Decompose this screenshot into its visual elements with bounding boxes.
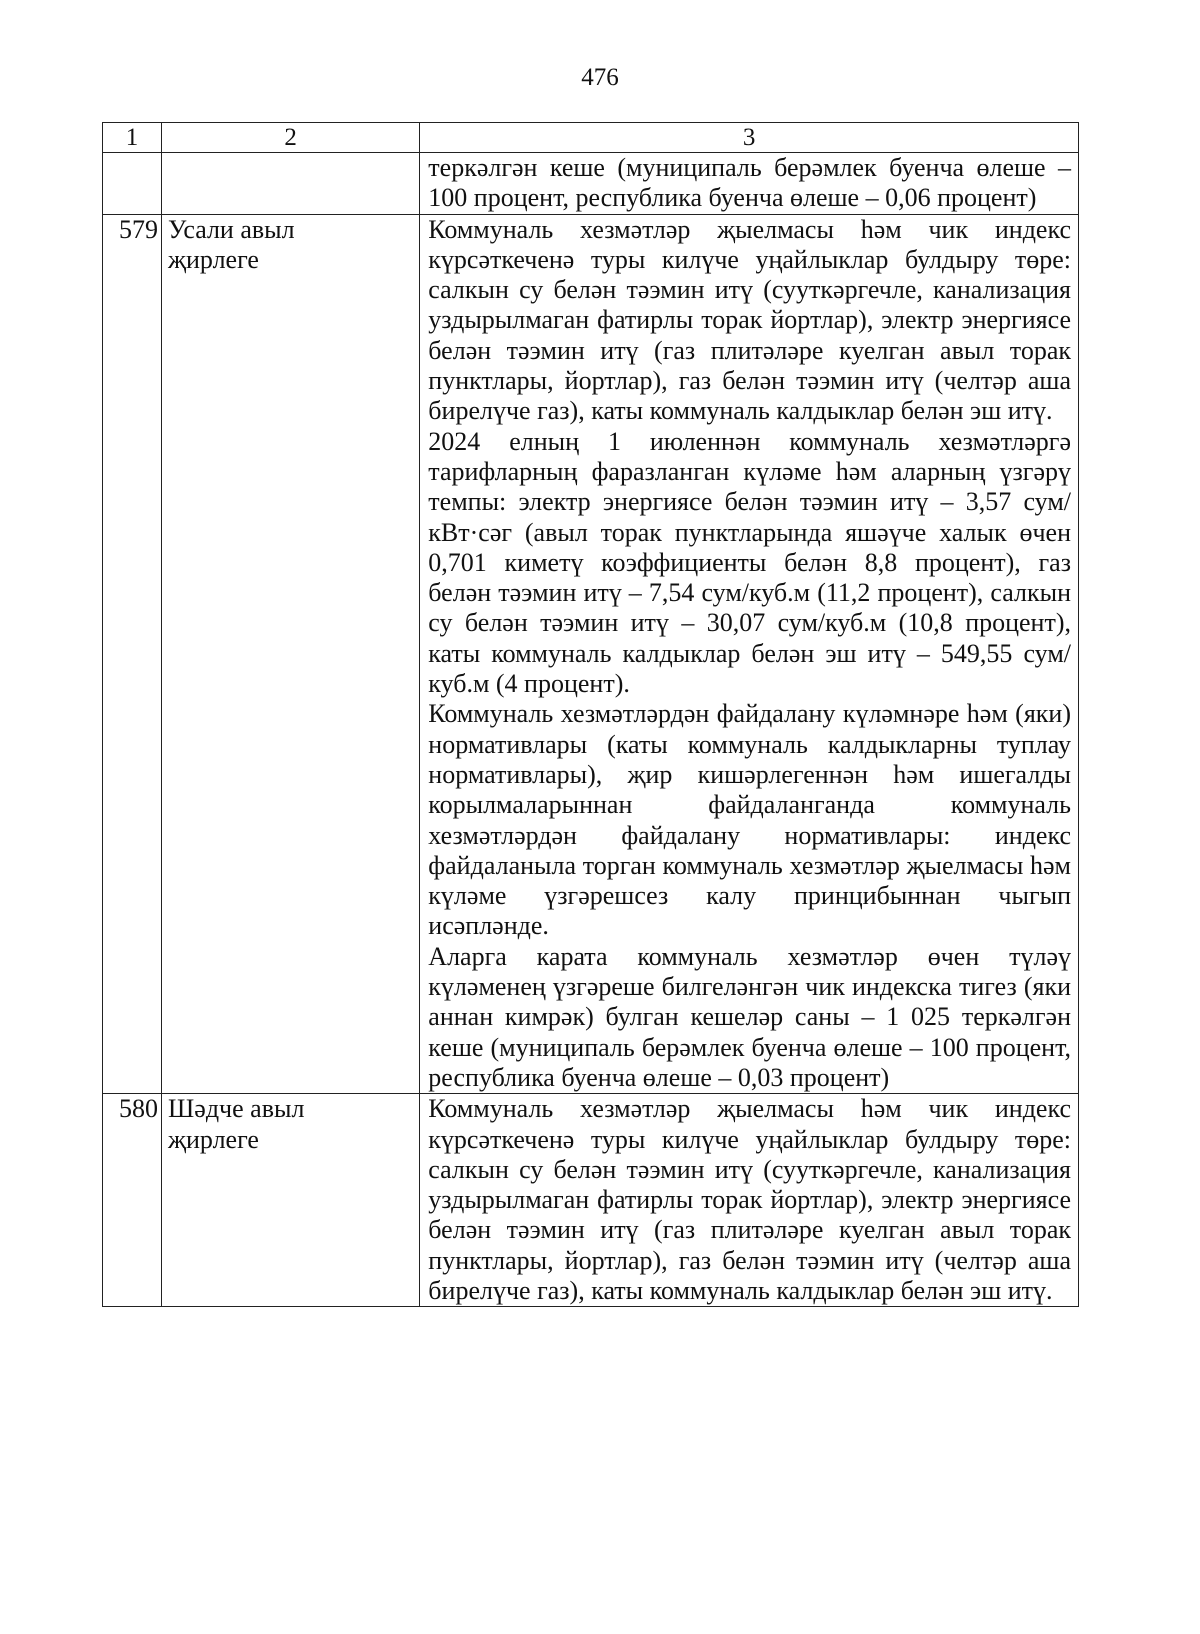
table-row-580 bbox=[103, 1094, 1079, 1307]
table-row-continued bbox=[103, 153, 1079, 215]
table-row-579 bbox=[103, 214, 1079, 1094]
description-cell bbox=[420, 214, 1079, 1094]
settlement-name-line2: җирлеге bbox=[168, 1124, 259, 1154]
column-header-2: 2 bbox=[162, 123, 420, 153]
table-header-row bbox=[103, 123, 1079, 153]
settlement-name-line2: җирлеге bbox=[168, 244, 259, 274]
description-cell bbox=[420, 1094, 1079, 1307]
settlement-name-cell bbox=[162, 214, 420, 1094]
column-header-1: 1 bbox=[103, 123, 162, 153]
page-number: 476 bbox=[581, 64, 619, 91]
municipal-services-table bbox=[102, 122, 1079, 1307]
continued-text-cell bbox=[420, 153, 1079, 215]
description-paragraph-1: Коммуналь хезмәтләр җыелмасы һәм чик индекс күрсәткеченә туры килүче уңайлыклар булдыру төре: салкын су белән тәэмин итү (сууткәргечле, канализация уздырылмаган фатирлы торак йортлар), электр энергиясе белән тәэмин итү (газ плитәләре куелган авыл торак пунктлары, йортлар), газ белән тәэмин итү (челтәр аша бирелүче газ), каты коммуналь калдыклар белән эш итү. bbox=[428, 214, 1071, 426]
continued-paragraph: теркәлгән кеше (муниципаль берәмлек буенча өлеше – 100 процент, республика буенча өлеше – 0,06 процент) bbox=[428, 153, 1071, 213]
row-number-cell: 580 bbox=[103, 1094, 162, 1307]
settlement-name-line1: Усали авыл bbox=[168, 214, 295, 244]
description-paragraph-4: Аларга карата коммуналь хезмәтләр өчен түләү күләменең үзгәреше билгеләнгән чик индекска тигез (яки аннан кимрәк) булган кешеләр саны – 1 025 теркәлгән кеше (муниципаль берәмлек буенча өлеше – 100 процент, республика буенча өлеше – 0,03 процент) bbox=[428, 941, 1071, 1092]
continued-name-cell bbox=[162, 153, 420, 215]
description-paragraph-2: 2024 елның 1 июленнән коммуналь хезмәтләргә тарифларның фаразланган күләме һәм аларның үзгәрү темпы: электр энергиясе белән тәэмин итү – 3,57 сум/кВт·сәг (авыл торак пунктларында яшәүче халык өчен 0,701 киметү коэффициенты белән 8,8 процент), газ белән тәэмин итү – 7,54 сум/куб.м (11,2 процент), салкын су белән тәэмин итү – 30,07 сум/куб.м (10,8 процент), каты коммуналь калдыклар белән эш итү – 549,55 сум/куб.м (4 процент). bbox=[428, 426, 1071, 699]
settlement-name-cell bbox=[162, 1094, 420, 1307]
continued-number-cell bbox=[103, 153, 162, 215]
column-header-3: 3 bbox=[420, 123, 1079, 153]
description-paragraph-1: Коммуналь хезмәтләр җыелмасы һәм чик индекс күрсәткеченә туры килүче уңайлыклар булдыру төре: салкын су белән тәэмин итү (сууткәргечле, канализация уздырылмаган фатирлы торак йортлар), электр энергиясе белән тәэмин итү (газ плитәләре куелган авыл торак пунктлары, йортлар), газ белән тәэмин итү (челтәр аша бирелүче газ), каты коммуналь калдыклар белән эш итү. bbox=[428, 1094, 1071, 1305]
description-paragraph-3: Коммуналь хезмәтләрдән файдалану күләмнәре һәм (яки) нормативлары (каты коммуналь калдыкларны туплау нормативлары), җир кишәрлегеннән һәм ишегалды корылмаларыннан файдаланганда коммуналь хезмәтләрдән файдалану нормативлары: индекс файдаланыла торган коммуналь хезмәтләр җыелмасы һәм күләме үзгәрешсез калу принцибыннан чыгып исәпләнде. bbox=[428, 699, 1071, 941]
settlement-name-line1: Шәдче авыл bbox=[168, 1094, 305, 1124]
row-number-cell: 579 bbox=[103, 214, 162, 1094]
